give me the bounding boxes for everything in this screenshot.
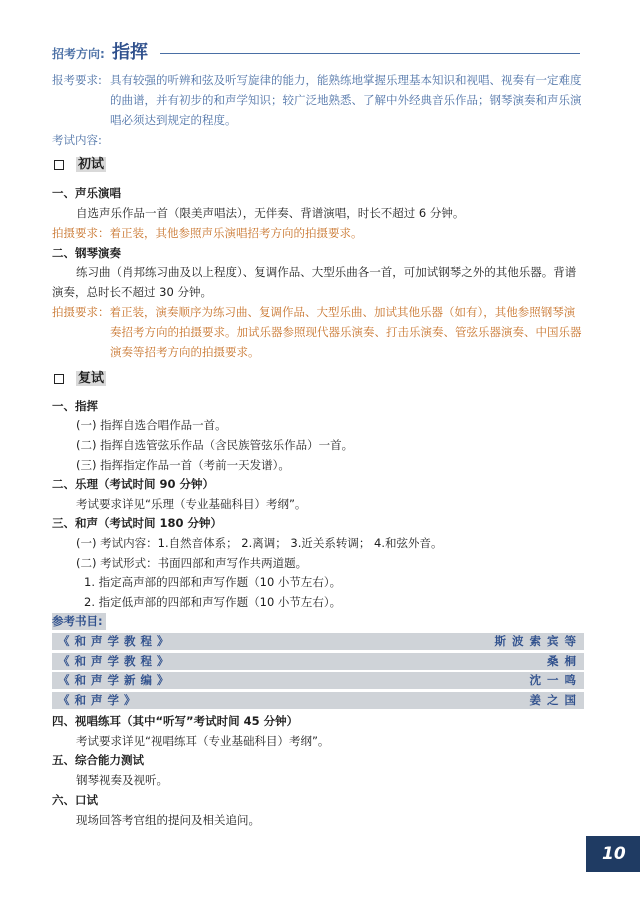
- book-author: 桑桐: [547, 654, 582, 668]
- conducting-item: (二) 指挥自选管弦乐作品（含民族管弦乐作品）一首。: [76, 438, 354, 452]
- book-title: 《和声学》: [58, 693, 141, 707]
- checkbox-icon: [54, 374, 64, 384]
- requirements-label: 报考要求:: [52, 73, 102, 87]
- harmony-item: (二) 考试形式：书面四部和声写作共两道题。: [76, 556, 308, 570]
- page-title: 指挥: [112, 42, 148, 63]
- ear-training-heading: 四、视唱练耳（其中“听写”考试时间 45 分钟）: [52, 714, 299, 728]
- comprehensive-text: 钢琴视奏及视听。: [76, 773, 168, 787]
- book-title: 《和声学教程》: [58, 654, 174, 668]
- vocal-heading: 一、声乐演唱: [52, 186, 121, 200]
- reference-label: 参考书目:: [52, 613, 106, 630]
- theory-text: 考试要求详见“乐理（专业基础科目）考纲”。: [76, 497, 307, 511]
- title-divider: [160, 53, 580, 54]
- direction-label: 招考方向:: [52, 47, 105, 61]
- book-author: 沈一鸣: [529, 673, 582, 687]
- ear-training-text: 考试要求详见“视唱练耳（专业基础科目）考纲”。: [76, 734, 330, 748]
- page-number-badge: [586, 836, 640, 872]
- piano-text-line: 练习曲（肖邦练习曲及以上程度）、复调作品、大型乐曲各一首，可加试钢琴之外的其他乐器。背谱: [76, 265, 577, 279]
- book-author: 姜之国: [529, 693, 582, 707]
- exam-content-label: 考试内容:: [52, 133, 102, 147]
- requirements-line: 的曲谱，并有初步的和声学知识；较广泛地熟悉、了解中外经典音乐作品；钢琴演奏和声乐演: [110, 93, 582, 107]
- oral-text: 现场回答考官组的提问及相关追问。: [76, 813, 260, 827]
- theory-heading: 二、乐理（考试时间 90 分钟）: [52, 477, 215, 491]
- harmony-heading: 三、和声（考试时间 180 分钟）: [52, 516, 223, 530]
- requirements-line: 具有较强的听辨和弦及听写旋律的能力，能熟练地掌握乐理基本知识和视唱、视奏有一定难度: [110, 73, 582, 87]
- section-title-preliminary: 初试: [78, 157, 105, 172]
- vocal-text: 自选声乐作品一首（限美声唱法），无伴奏、背谱演唱，时长不超过 6 分钟。: [76, 206, 465, 220]
- section-title-retest: 复试: [78, 371, 105, 386]
- comprehensive-heading: 五、综合能力测试: [52, 753, 144, 767]
- vocal-filming: 拍摄要求：着正装，其他参照声乐演唱招考方向的拍摄要求。: [52, 226, 363, 240]
- requirements-line: 唱必须达到规定的程度。: [110, 113, 237, 127]
- harmony-item: (一) 考试内容：1.自然音体系； 2.离调； 3.近关系转调； 4.和弦外音。: [76, 536, 443, 550]
- conducting-item: (一) 指挥自选合唱作品一首。: [76, 418, 227, 432]
- book-row: [52, 633, 584, 650]
- piano-filming-line: 奏招考方向的拍摄要求。加试乐器参照现代器乐演奏、打击乐演奏、管弦乐器演奏、中国乐器: [110, 325, 582, 339]
- harmony-subitem: 2. 指定低声部的四部和声写作题（10 小节左右）。: [84, 595, 342, 609]
- piano-text-line: 演奏，总时长不超过 30 分钟。: [52, 285, 212, 299]
- book-title: 《和声学新编》: [58, 673, 174, 687]
- conducting-heading: 一、指挥: [52, 399, 98, 413]
- book-row: [52, 653, 584, 670]
- book-author: 斯波索宾等: [494, 634, 582, 648]
- harmony-subitem: 1. 指定高声部的四部和声写作题（10 小节左右）。: [84, 575, 342, 589]
- book-row: [52, 692, 584, 709]
- book-row: [52, 672, 584, 689]
- piano-filming-line: 演奏等招考方向的拍摄要求。: [110, 345, 260, 359]
- book-title: 《和声学教程》: [58, 634, 174, 648]
- piano-filming-line: 拍摄要求：着正装，演奏顺序为练习曲、复调作品、大型乐曲、加试其他乐器（如有），其他参照钢琴演: [52, 305, 576, 319]
- page-number: 10: [602, 844, 626, 864]
- conducting-item: (三) 指挥指定作品一首（考前一天发谱）。: [76, 458, 290, 472]
- checkbox-icon: [54, 160, 64, 170]
- piano-heading: 二、钢琴演奏: [52, 246, 121, 260]
- oral-heading: 六、口试: [52, 793, 98, 807]
